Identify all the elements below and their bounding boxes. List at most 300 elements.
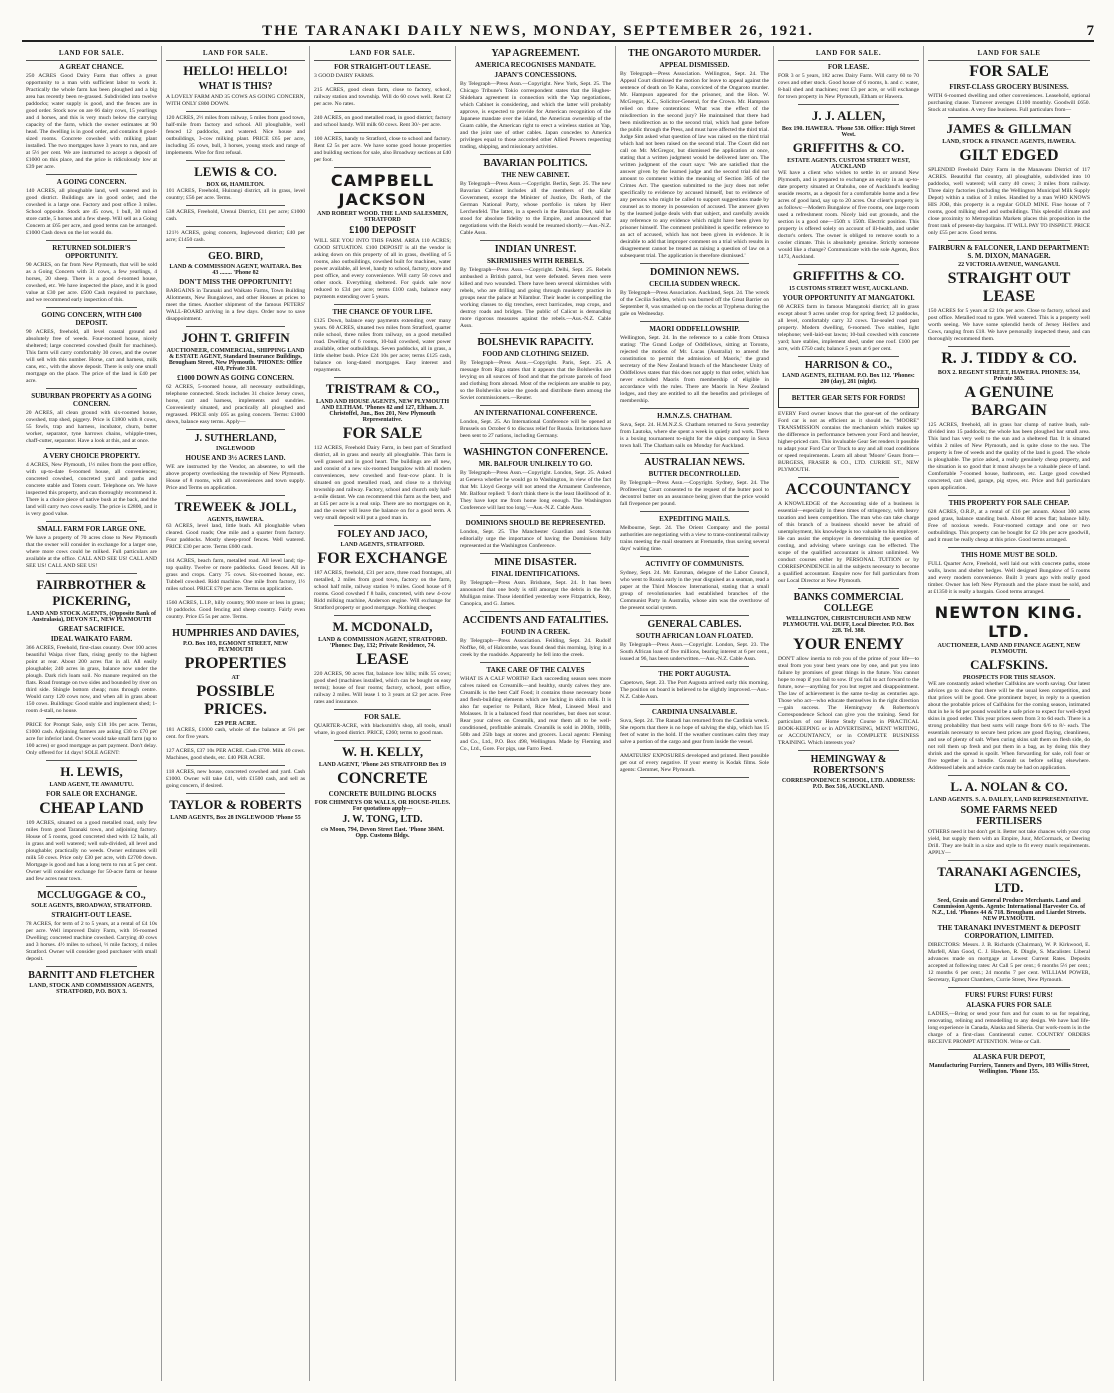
article-text: WE are constantly asked whether Calfskins are worth saving. Our latest advices go to show that there will be the usual keen competition, and that prices will be good. One prominent buyer, in reply to a question about the probable prices of Calfskins for the coming season, intimated that in he is 6d per pound would be a safe price to expect for well-dryed skins in good order. This year prices seem from 3 to 6d each. There is a strong probability that best sorts will range from 6/6 to 8/- each. The essentials necessary to secure best prices are good flaying, cleanliness, and use of plenty of salt. When curing skins salt them on flesh side, do not roll them up fresh and put them in a bag, as by doing this they shrink and the spread is spoilt. When forwarding for sale, roll four or five together in a bundle. Consult us before selling elsewhere. Addressed labels and advice cards may be had on application. [928, 681, 1090, 771]
advert-heading-block [928, 350, 1090, 382]
headline: MINE DISASTER. [494, 557, 577, 568]
divider [186, 793, 285, 794]
subheading: BOX 66, HAMILTON. [206, 182, 265, 188]
advert-heading-block [166, 655, 305, 681]
article-text: 127 ACRES, £37 10s PER ACRE. Cash £700. Milk 40 cows. Machines, good sheds, etc. £40 PER ACRE. [166, 748, 305, 761]
advert-heading-block [928, 121, 1090, 145]
subheading: £29 PER ACRE. [214, 721, 257, 727]
advert-heading-block [620, 280, 769, 288]
divider [186, 247, 285, 248]
headline: ALASKA FURS FOR SALE [966, 1001, 1052, 1009]
subheading: INGLEWOOD [215, 446, 255, 452]
article-text: 215 ACRES, good clean farm, close to factory, school, railway station and township. Will do 60 cows well. Rent £2 per acre. No rates. [314, 87, 451, 107]
advert-heading-block [928, 1053, 1090, 1075]
headline: TAKE CARE OF THE CALVES [486, 666, 585, 674]
subheading: FOR CHIMNEYS OR WALLS, OR HOUSE-PILES. For quotations apply— [314, 800, 451, 812]
headline: ACCIDENTS AND FATALITIES. [462, 615, 609, 626]
headline: FOUND IN A CREEK. [501, 628, 570, 636]
advert-heading-block [460, 171, 611, 179]
article-text: By Telegraph—Press Assn.—Copyright. Paris, Sept. 25. A message from Riga states that it appears that the Bolsheviks are levying on all sources of food and that the private parcels of food and clothing from abroad. Most of the recipients are unable to pay, so the Bolsheviks seize the goods and distribute them among the Soviet commissioners.—Reuter. [460, 360, 611, 401]
headline: BARNITT AND FLETCHER [28, 970, 155, 981]
headline: SMALL FARM FOR LARGE ONE. [37, 525, 146, 533]
advert-heading-block [314, 63, 451, 71]
advert-heading-block [166, 251, 305, 276]
advert-heading-block [166, 628, 305, 653]
headline: THE ONGAROTO MURDER. [628, 48, 761, 59]
headline: JOHN T. GRIFFIN [181, 330, 290, 345]
headline: W. H. KELLY, [341, 744, 424, 759]
article-text: 4 ACRES, New Plymouth, 1½ miles from the post office, with up-to-date 6-roomed house, all conveniences; concreted cowshed, concreted yard and paths and concrete stable and Totem court. Telephone on. We have inspected this property, and can thoroughly recommend it. There is a choice piece of native bush at the back, and the land will carry two cows easily. The price is £2800, and it is very good value. [26, 462, 157, 517]
headline: CAMPBELL JACKSON [330, 171, 435, 209]
advert-heading-block [620, 619, 769, 630]
article-text: Wellington, Sept. 24. In the reference to a cable from Ottawa stating: 'The Grand Lodge of Oddfellows, sitting at Toronto, rejected the motion of Mr. Lucas (Australia) to amend the constitution to permit the admission of Maoris,' the grand secretary of the New Zealand branch of the Manchester Unity of Oddfellows states that this does not apply to that order, which has never excluded Maoris from membership of eligible in accordance with the rules. There are Maoris in New Zealand lodges, and they are entitled to all the benefits and privileges of membership. [620, 335, 769, 404]
subheading: LAND AND STOCK AGENTS, (Opposite Bank of Australasia), DEVON ST., NEW PLYMOUTH [26, 611, 157, 623]
article-text: 140 ACRES, all ploughable land, well watered and in good district. Buildings are in good order, and the cowshed is a large one. Factory and post office 3 miles. School opposite. Stock are 45 cows, 1 bull, 30 mixed store cattle, 5 horses and a few sheep. Will sell as a Going Concern at £65 per acre, and good terms can be arranged. £1000 Cash down on the lot would do. [26, 188, 157, 236]
advert-heading-block [166, 81, 305, 92]
article-text: EVERY Ford owner knows that the gear-set of the ordinary Ford car is not as efficient as it should be. "MOORE" TRANSMISSION contains the mechanism which makes up the difference in performance between your Ford and heavier, higher-priced cars. This invaluable Gear Set renders it possible to adapt your Ford Car or Truck to any and all road conditions or speed requirements. Learn all about 'Moore' Gears from— BURGESS, FRASER & CO., LTD. CURRIE ST., NEW PLYMOUTH. [778, 411, 919, 473]
headline: SKIRMISHES WITH REBELS. [487, 257, 584, 265]
subheading: LAND AGENT, TE AWAMUTU. [49, 782, 134, 788]
divider [640, 511, 749, 512]
article-text: By Telegraph—Press Assn.—Copyright. Delhi, Sept. 25. Rebels ambushed a British patrol, but were defeated. Seven men were killed and two wounded. There have been several skirmishes with rebels, who are drilling and going through musketry practice in groups near the palace at Nilambur. Their leader is compelling the working classes to dig trenches, erect barricades, reap crops, and destroy roads and bridges. The public of Calicut is demanding more rigorous measures against the rebels.—Aus.-N.Z. Cable Assn. [460, 267, 611, 329]
advert-heading-block [26, 392, 157, 408]
headline: DOMINION NEWS. [650, 267, 739, 278]
headline: £1000 DOWN AS GOING CONCERN. [177, 374, 294, 382]
subheading: AUCTIONEER, COMMERCIAL, SHIPPING LAND & ESTATE AGENT, Standard Insurance Buildings, Brougham Street, New Plymouth. 'PHONES: Office 410, Private 318. [166, 348, 305, 372]
advert-heading-block [460, 519, 611, 527]
advert-heading-block [928, 1001, 1090, 1009]
divider [948, 240, 1070, 241]
advert-heading-block [314, 770, 451, 788]
advert-heading-block [460, 628, 611, 636]
article-text: WE have a client who wishes to settle in or around New Plymouth, and is prepared to exchange an equity in an up-to-date property situated at Otahuhu, one of Auckland's leading seaside resorts, as a deposit for a comfortable home and a few acres of good land, say up to 20 acres. Our client's property is as follows:—Modern Bungalow of five rooms, one large room used a refreshment room. Nicely laid out grounds, and the section is a good one—150ft x 150ft. Electric position. This property is offered solely on account of ill-health, and under doctor's orders. The owner is obliged to remove south to a cooler climate. This is absolutely genuine. Strictly someone would like a change? Communicate with the sole Agents, Box 1473, Auckland. [778, 170, 919, 260]
divider [948, 117, 1070, 118]
headline: LEASE [356, 651, 409, 668]
advert-heading-block [166, 433, 305, 452]
advert-heading-block [928, 805, 1090, 827]
advert-heading-block [460, 666, 611, 674]
article-text: We have a property of 70 acres close to New Plymouth that the owner will consider in exchange for a larger one, where more cows could be milked. Full particulars are available at the office. CALL AND SEE US! CALL AND SEE US! CALL AND SEE US! [26, 535, 157, 569]
headline: R. J. TIDDY & CO. [941, 350, 1077, 367]
headline: AUSTRALIAN NEWS. [644, 457, 745, 468]
advert-heading-block [460, 460, 611, 468]
advert-heading-block [778, 636, 919, 654]
article-text: FOR 3 or 5 years, 182 acres Dairy Farm. Will carry 60 to 70 cows and other stock. Good house of 6 rooms, h. and c. water, 8-bail shed and machines; rent £3 per acre, or will exchange for town property in New Plymouth, Eltham or Hawera. [778, 73, 919, 100]
headline: BOLSHEVIK RAPACITY. [477, 337, 594, 348]
headline: TRISTRAM & CO., [325, 381, 440, 396]
advert-heading-block [620, 470, 769, 478]
headline: L. A. NOLAN & CO. [950, 779, 1068, 794]
article-text: LADIES,—Bring or send your furs and fur coats to us for repairing, renovating, relining and remodelling to any design. We have had life-long experience in Canada, Alaska and Siberia. Our work-room is in the charge of a first-class Continental cutter. COUNTRY ORDERS RECEIVE PROMPT ATTENTION. Write or Call. [928, 1011, 1090, 1045]
advert-heading-block [928, 779, 1090, 803]
subheading: Seed, Grain and General Produce Merchants. Land and Commission Agents. Agents: International Harvester Co. of N.Z., Ltd. 'Phones 44 & 718. Brougham and Liardet Streets. NEW PLYMOUTH. [932, 898, 1086, 922]
headline: GRIFFITHS & CO. [792, 140, 905, 155]
advert-heading-block [460, 350, 611, 358]
advert-heading-block [620, 632, 769, 640]
headline: THIS PROPERTY FOR SALE CHEAP. [948, 499, 1070, 507]
headline: LEWIS & CO. [194, 164, 277, 179]
subheading: BOX 2. REGENT STREET, HAWERA. PHONES: 354, Private 383. [937, 370, 1081, 382]
headline: THE CHANCE OF YOUR LIFE. [332, 308, 433, 316]
headline: J. SUTHERLAND, [194, 433, 277, 444]
headline: MCCLUGGAGE & CO., [37, 890, 146, 901]
column-heading: LAND FOR SALE. [166, 46, 305, 61]
divider [798, 588, 899, 589]
column-1 [22, 46, 162, 1381]
headline: CALFSKINS. [970, 657, 1048, 672]
advert-heading-block [620, 61, 769, 69]
advert-heading-block [460, 257, 611, 265]
headline: J. W. TONG, LTD. [342, 814, 423, 825]
headline: CONCRETE BUILDING BLOCKS [328, 790, 437, 798]
divider [334, 377, 431, 378]
article-text: Sydney, Sept. 24. Mr. Earsman, delegate of the Labor Council, who went to Russia early in the year disguised as a seaman, read a paper at the Third Moscow International, stating that a small group of revolutionaries had established branches of the Communist Party in Australia, whose aim was the overthrow of the present social system. [620, 570, 769, 611]
article-text: 62 ACRES, 5-roomed house, all necessary outbuildings, telephone connected. Stock includes 31 choice Jersey cows, horse, cart and harness, implements and sundries. Conveniently situated, and practically all ploughed and regrassed. PRICE only £65 as going concern. Terms: £1000 down, balance easy terms. Apply— [166, 384, 305, 425]
headline: JAMES & GILLMAN [946, 121, 1072, 136]
divider [46, 521, 137, 522]
divider [186, 226, 285, 227]
headline: ACTIVITY OF COMMUNISTS. [645, 560, 744, 568]
divider [46, 760, 137, 761]
subheading: LAND, STOCK & FINANCE AGENTS, HAWERA. [942, 139, 1076, 145]
advert-heading-block [620, 670, 769, 678]
advert-heading-block [314, 814, 451, 839]
article-text: OTHERS need it but don't get it. Better not take chances with your crop yield, but supply them with an Empire, Juur, McCormack, or Deering Drill. They are built in a size and style to fit every man's requirements. APPLY— [928, 829, 1090, 856]
column-heading: LAND FOR SALE. [26, 46, 157, 61]
article-text: 538 ACRES, Freehold, Urenui District, £11 per acre; £1000 cash. [166, 209, 305, 222]
article-text: SPLENDID Freehold Dairy Farm in the Manawatu District of 117 ACRES. Beautiful flat country, all ploughable, subdivided into 10 paddocks, well watered; will carry 40 cows; 3 miles from railway. Three dairy factories (including the Wellington Municipal Milk Supply Depot) within a radius of 3 miles. Handled by a man WHO KNOWS HIS JOB, this property is a regular GOLD MINE. Fine house of 7 rooms, good milking shed and outbuildings. This splendid climate and close proximity to Metropolitan Markets places this proposition in the front rank of present-day bargains. IT WILL PAY TO INSPECT. PRICE only £55 per acre. Good terms. [928, 167, 1090, 236]
advert-heading-block [26, 577, 157, 623]
headline: FIRST-CLASS GROCERY BUSINESS. [949, 83, 1069, 91]
advert-heading-block [26, 244, 157, 260]
headline: HELLO! HELLO! [183, 63, 288, 78]
advert-heading-block [460, 61, 611, 69]
divider [334, 132, 431, 133]
headline: INDIAN UNREST. [494, 244, 577, 255]
subheading: LAND AND HOUSE AGENTS, NEW PLYMOUTH AND ELTHAM. 'Phones 82 and 127, Eltham. J. Christoffel, Jun., Box 201, New Plymouth Representative. [315, 399, 450, 423]
headline: RETURNED SOLDIER'S OPPORTUNITY. [52, 244, 131, 260]
advert-heading-block [928, 270, 1090, 306]
advert-heading-block [314, 651, 451, 669]
article-text: 240 ACRES, on good metalled road, in good district; factory and school handy. Will milk 60 cows. Rent 30/- per acre. [314, 115, 451, 128]
headline: PROPERTIES [184, 655, 287, 672]
divider [46, 718, 137, 719]
advert-heading-block [314, 171, 451, 223]
advert-heading-block [460, 48, 611, 59]
divider [334, 167, 431, 168]
article-text: WHAT IS A CALF WORTH? Each succeeding season sees more calves raised on Ccreamilk—and healthy, sturdy calves they are. Creamilk is the best Calf Food; it contains those necessary bone and flesh-building elements which are lacking in skim milk. It is also far superior to Pollard, Rice Meal, Linseed Meal and Molasses. It is a balanced food that nourishes, but does not scour. Rear your calves on Creamilk, and rear them all to be well-conditioned, profitable animals. Creamilk is sold in 200lb, 100lb, 50lb and 25lb bags at stores and grocers. Local agents: Fleming and Co., Ltd., P.O. Box 498, Wellington. Made by Fleming and Co., Ltd., Gore. For pigs, use Farro Feed. [460, 676, 611, 752]
advert-heading-block [928, 63, 1090, 81]
headline: GILT EDGED [959, 147, 1059, 164]
divider [480, 611, 591, 612]
headline: FURS! FURS! FURS! FURS! [965, 991, 1053, 999]
headline: H.M.N.Z.S. CHATHAM. [657, 412, 732, 420]
advert-heading-block [26, 452, 157, 460]
divider [46, 573, 137, 574]
advert-heading-block [166, 164, 305, 188]
divider [46, 307, 137, 308]
article-text: By Telegraph—Press Assn.—Copyright. Sydney, Sept. 24. The Profiteering Court consented to the request of the butter pool to decontrol butter on an assurance being given that the price would fall fivepence per pound. [620, 480, 769, 507]
headline: BETTER GEAR SETS FOR FORDS! [791, 394, 906, 402]
article-text: FULL Quarter Acre, Freehold, well laid out with concrete paths, stone walls, lawns and shelter hedges. Well designed Bungalow of 5 rooms and every modern convenience. Built 3 years ago with really good timber. Owner has left New Plymouth and the place must be sold, and at £1350 it is really a bargain. Good terms arranged. [928, 561, 1090, 595]
advert-heading-block [460, 71, 611, 79]
article-text: 118 ACRES, new house, concreted cowshed and yard. Cash £1000. Owner will take £41, with £1500 cash, and sell as going concern, if desired. [166, 769, 305, 789]
headline: YAP AGREEMENT. [491, 48, 580, 59]
headline: FAIRBURN & FALCONER, LAND DEPARTMENT: S. M. DIXON, MANAGER. [928, 244, 1090, 260]
headline: FOR LEASE. [827, 63, 870, 71]
newspaper-columns [22, 46, 1094, 1381]
advert-heading-block [928, 147, 1090, 165]
advert-heading-block [314, 425, 451, 443]
advert-heading-block [620, 48, 769, 59]
divider [480, 553, 591, 554]
headline: TARANAKI AGENCIES, LTD. [937, 864, 1081, 895]
divider [186, 326, 285, 327]
advert-heading-block [778, 388, 919, 408]
advert-heading-block [778, 481, 919, 499]
divider [640, 666, 749, 667]
article-text: By Telegraph—Press Association. Wellington, Sept. 24. The Appeal Court dismissed the motion for leave to appeal against the sentence of death on Te Kahu, convicted of the Ongaroto murder. Mr. Hampson appeared for the prisoner, and the Hon. W. McGregor, K.C., Solicitor-General, for the Crown. Mr. Hampson relied on three contentions: What was the effect of the misdirection in the second jury? He maintained that there had been misdirection as to the second trial, which had gone before the public through the Press, and must have affected the third trial. Judge Sim asked what question of law was raised on the third trial which had not been raised on the second trial. The Court did not call on Mr. McGregor, but dismissed the application at once, stating that a written judgment would be delivered later on. The written judgment of the court says: 'We are satisfied that the answer given by the learned judge and the second trial did not amount to comment within the meaning of Section 385 of the Crimes Act. The question submitted to the jury does not refer specifically to evidence by accused himself, but to evidence of any persons who might be called to support suggestions made by counsel as to money in possession of accused. The answer given by the learned judge deals with that subject, and carefully avoids any reference to any evidence which might have been given by prisoner himself. The comment prohibited is specific reference to an act of accused, which has not been given in evidence. It is desirable to add that improper comment on a trial which results in disagreement cannot be treated as raising a question of law on a subsequent trial. The application is therefore dismissed.' [620, 71, 769, 259]
article-text: By Telegraph—Press Assn.—Copyright. London, Sept. 25. Asked at Geneva whether he would go to Washington, in view of the fact that Mr. Lloyd George will not attend the Armament Conference, Mr. Balfour replied: 'I don't think there is the least likelihood of it. They have kept me from home long enough. The Washington Conference will last too long.'—Aus.-N.Z. Cable Assn. [460, 470, 611, 511]
divider [186, 429, 285, 430]
masthead [22, 18, 1094, 42]
divider [46, 966, 137, 967]
article-text: 366 ACRES, Freehold, first-class country. Over 100 acres beautiful Waipa river flats, rising gently to the highest point at rear. About 200 acres flat in all. All easily ploughable; 240 acres in grass, balance now under the plough. Dark rich loam soil. No manure required on the flats. Road frontage on two sides and bounded by river on third side. Shingle bottom cheap; runs through centre. Would carry 120 cows now, and when all in grass about 150 cows. Buildings: Good stable and implement shed; 1-room 4-stall, no house. [26, 645, 157, 714]
divider [948, 547, 1070, 548]
article-text: Melbourne, Sept. 24. The Orient Company and the postal authorities are negotiating with a view to trans-continental railway trains meeting the mail steamers at Fremantle, thus saving several days' waiting time. [620, 525, 769, 552]
headline: TREWEEK & JOLL, [174, 499, 297, 514]
headline: NEWTON KING. LTD. [934, 603, 1084, 641]
advert-heading-block [460, 337, 611, 348]
column-heading: LAND FOR SALE [928, 46, 1090, 61]
article-text: 120 ACRES, 2½ miles from railway, 5 miles from good town, half-mile from factory and school. All ploughable, well fenced 12 paddocks, and watered. Nice house and outbuildings, 3-cow milking plant. PRICE £65 per acre, including 35 cows, bull, 3 horses, young stock and range of implements. Wire for first refusal. [166, 115, 305, 156]
divider [948, 346, 1070, 347]
article-text: 90 ACRES, freehold, all level coastal ground and absolutely free of weeds. Four-roomed house, nicely sheltered; large concreted cowshed (built for machines). This farm will carry comfortably 30 cows, and the owner will sell with this number. Horse, cart and harness, milk cans, etc., with the above deposit. There is only one small mortgage on the place. The price of the land is £40 per acre. [26, 329, 157, 384]
headline: HUMPHRIES AND DAVIES, [172, 628, 299, 639]
divider [334, 111, 431, 112]
subheading: AGENTS, HAWERA. [207, 517, 264, 523]
advert-heading-block [314, 790, 451, 812]
article-text: AMATEURS' EXPOSURES developed and printed. Best possible get out of every negative. If your enemy is Kodak films. Sole agents: Clemmet, New Plymouth. [620, 753, 769, 773]
advert-heading-block [26, 911, 157, 919]
divider [948, 987, 1070, 988]
divider [334, 740, 431, 741]
advert-heading-block [928, 551, 1090, 559]
advert-heading-block [620, 515, 769, 523]
headline: SOME FARMS NEED FERTILISERS [960, 805, 1058, 827]
divider [480, 443, 591, 444]
subheading: CORRESPONDENCE SCHOOL, LTD. ADDRESS: P.O. Box 516, AUCKLAND. [781, 778, 916, 790]
subheading: WELLINGTON, CHRISTCHURCH AND NEW PLYMOUTH. VAL DUFF, Local Director. P.O. Box 228. Tel. 388. [782, 616, 915, 634]
advert-heading-block [314, 381, 451, 423]
headline: A VERY CHOICE PROPERTY. [43, 452, 140, 460]
headline: YOUR ENEMY [793, 636, 904, 653]
article-text: A LOVELY FARM AND 35 COWS AS GOING CONCERN, WITH ONLY £800 DOWN. [166, 94, 305, 107]
advert-heading-block [166, 374, 305, 382]
subheading: LAND & COMMISSION AGENT, STRATFORD. 'Phones: Day, 132; Private Residence, 74. [318, 637, 447, 649]
divider [46, 448, 137, 449]
headline: FOR SALE OR EXCHANGE. [45, 790, 137, 798]
divider [46, 388, 137, 389]
headline: CHEAP LAND [39, 800, 144, 817]
advert-heading-block [928, 864, 1090, 922]
article-text: PRICE for Prompt Sale, only £18 10s per acre. Terms, £1000 cash. Adjoining farmers are asking £30 to £70 per acre for inferior land. Owner would take small farm (up to 100 acres) or good mortgage as part payment. Don't delay. Only offered for 14 days! SOLE AGENT: [26, 722, 157, 756]
article-text: 250 ACRES Good Dairy Farm that offers a great opportunity to a man with sufficient labor to work it. Practically the whole farm has been ploughed and a big area has recently been re-grassed. Subdivided into twelve paddocks; water supply is good, and the fences are in good order. Stock now on are 66 dairy cows, 15 yearlings and 4 horses, and this is very much below the carrying capacity of the farm, which the owner estimates at 90 head. The dwelling is in good order, and contains 8 good-sized rooms. Concrete cowshed with milking plant installed. The two mortgages have 3 years to run, and are at 5½ per cent. We are instructed to accept a deposit of £1000 on this place, and the price is ridiculously low at £39 per acre. [26, 73, 157, 170]
divider [46, 174, 137, 175]
subheading: LAND, STOCK AND COMMISSION AGENTS, STRATFORD, P.O. BOX 3. [29, 983, 154, 995]
advert-heading-block [166, 454, 305, 462]
headline: FOR SALE. [364, 713, 401, 721]
article-text: 90 ACRES, on far from New Plymouth, that will be sold as a Going Concern with 31 cows, a few yearlings, 4 horses, 20 sheep. There is a good 4-roomed house, cowshed, etc. We have inspected the place, and it is good value at £30 per acre. £500 Cash required to purchase, and we recommend early inspection of this. [26, 262, 157, 303]
headline: GRIFFITHS & CO. [792, 268, 905, 283]
subheading: SOLE AGENTS, BROADWAY, STRATFORD. [31, 903, 152, 909]
column-3 [310, 46, 456, 1381]
divider [334, 615, 431, 616]
divider [186, 744, 285, 745]
headline: TAYLOR & ROBERTS [169, 797, 302, 812]
advert-heading-block [26, 311, 157, 327]
headline: FOR STRAIGHT-OUT LEASE. [334, 63, 431, 71]
advert-heading-block [620, 325, 769, 333]
divider [798, 750, 899, 751]
advert-heading-block [778, 140, 919, 170]
headline: AMERICA RECOGNISES MANDATE. [475, 61, 596, 69]
headline: M. MCDONALD, [332, 619, 433, 634]
article-text: 112 ACRES, Freehold Dairy Farm, in best part of Stratford district, all in grass and nearly all ploughable. This farm is well grassed and in good heart. The buildings are all new, and consist of a new six-roomed bungalow with all modern conveniences, new cowshed and four-cow plant. It is situated on good metalled road, and close to a thriving township and railway. Factory, school and church only half-a-mile distant. We can recommend this farm as the best, and at £45 per acre is a real snip. There are no mortgages on it, and the owner will leave the balance on for a good term. A very small deposit will put a good man in. [314, 445, 451, 521]
article-text: WITH 6-roomed dwelling and other conveniences. Leasehold, optional purchasing clause. Turnover averages £1100 monthly. Goodwill £650. Stock at valuation. A very fine business. Full particulars from— [928, 93, 1090, 113]
column-heading: LAND FOR SALE. [778, 46, 919, 61]
headline: DOMINIONS SHOULD BE REPRESENTED. [465, 519, 606, 527]
divider [186, 596, 285, 597]
advert-heading-block [928, 83, 1090, 91]
headline: £100 DEPOSIT [349, 225, 416, 236]
article-text: By Telegraph—Press Assn. Brisbane, Sept. 24. It has been announced that one body is still amongst the debris in the Mt. Mulligan mine. Those identified yesterday were Fitzpatrick, Reay, Canopica, and G. James. [460, 580, 611, 607]
article-text: WE are instructed by the Vendor, an absentee, to sell the above property overlooking the township of New Plymouth. House of 8 rooms, with all conveniences and town supply. Price and Terms on application. [166, 464, 305, 491]
advert-heading-block [26, 635, 157, 643]
article-text: 63 ACRES, level land, little bush. All ploughable when cleared. Good roads; One mile and a quarter from factory. Four paddocks. Mostly sheep-proof fences. Well watered. PRICE £30 per acre. Terms £600 cash. [166, 523, 305, 550]
headline: FOR SALE [342, 425, 423, 442]
article-text: DIRECTORS: Messrs. J. B. Richards (Chairman), W. P. Kirkwood, E. Marfell, Alan Good, C. J. Hawken, R. Dingle, S. Macalister. Liberal advances made on mortgage at Lowest Current Rates. Deposits accepted at following rates: At Call 5 per cent.; 6 months 5½ per cent.; 12 months 6 per cent.; 24 months 7 per cent. WILLIAM POWER, Secretary, Egmont Chambers, Currie Street, New Plymouth. [928, 942, 1090, 983]
advert-heading-block [778, 63, 919, 71]
divider [186, 554, 285, 555]
headline: CARDINIA UNSALVABLE. [651, 708, 738, 716]
headline: FOLEY AND JACO, [337, 529, 428, 540]
divider [334, 304, 431, 305]
advert-heading-block [460, 244, 611, 255]
subheading: ESTATE AGENTS. CUSTOM STREET WEST, AUCKLAND [787, 158, 910, 170]
advert-heading-block [166, 330, 305, 372]
article-text: 181 ACRES, £1000 cash, whole of the balance at 5½ per cent. for five years. [166, 727, 305, 740]
column-heading: LAND FOR SALE. [314, 46, 451, 61]
advert-heading-block [26, 178, 157, 186]
divider [46, 886, 137, 887]
divider [186, 765, 285, 766]
advert-heading-block [166, 499, 305, 523]
divider [334, 709, 431, 710]
headline: HARRISON & CO., [804, 360, 893, 371]
headline: GOING CONCERN, WITH £400 DEPOSIT. [41, 311, 142, 327]
headline: THE TARANAKI INVESTMENT & DEPOSIT CORPORATION, LIMITED. [937, 924, 1081, 940]
divider [798, 477, 899, 478]
headline: J. J. ALLEN, [811, 108, 886, 123]
advert-heading-block [460, 447, 611, 458]
advert-heading-block [26, 890, 157, 909]
headline: GREAT SACRIFICE. [58, 625, 125, 633]
advert-heading-block [314, 529, 451, 548]
article-text: 101 ACRES, Freehold, Huirangi district, all in grass, level country; £56 per acre. Terms. [166, 188, 305, 201]
article-text: 150 ACRES for 5 years at £2 10s per acre. Close to factory, school and post office. Metalled road to gate. Well watered. This is a property well worth seeing. We have some splendid herds of Jersey Heifers and Cows, ranging from £18. We have personally inspected these, and can thoroughly recommend them. [928, 308, 1090, 342]
advert-heading-block [620, 267, 769, 278]
page-number: 7 [1086, 23, 1094, 39]
article-text: 187 ACRES, freehold, £31 per acre, three road frontages, all metalled, 2 miles from good town, factory on the farm, school half mile, railway station ½ miles. Good house of 8 rooms. Good cowshed f 8 bails, concreted, with new 4-cow Ridd milking machine, Anderson engine. Will exchange for Stratford property or good mortgage. Nothing cheaper. [314, 570, 451, 611]
headline: CONCRETE [337, 770, 428, 787]
article-text: QUARTER-ACRE, with blacksmith's shop, all tools, small whare, in good district. PRICE, £260; terms to good man. [314, 723, 451, 736]
advert-heading-block [928, 499, 1090, 507]
advert-heading-block [778, 294, 919, 302]
column-4 [456, 46, 616, 1381]
advert-heading-block [460, 409, 611, 417]
headline: MR. BALFOUR UNLIKELY TO GO. [478, 460, 593, 468]
article-text: 121½ ACRES, going concern, Inglewood district; £40 per acre; £1450 cash. [166, 230, 305, 243]
article-text: 109 ACRES, situated on a good metalled road, only few miles from good Taranaki town, and adjoining factory. House of 5 rooms, good concreted shed with 12 bails, all in grass and well watered; well sub-divided, all level and ploughable; practically no weeds. Owner estimates will milk 50 cows. Price only £30 per acre, with £2700 down. Mortgage is good and has a long term to run at 5 per cent. Owner will consider exchange for 50-acre farm or house and few acres near town. [26, 820, 157, 882]
divider [948, 599, 1070, 600]
advert-heading-block [166, 278, 305, 286]
headline: FINAL IDENTIFICATIONS. [491, 570, 580, 578]
advert-heading-block [928, 657, 1090, 681]
advert-heading-block [460, 570, 611, 578]
advert-heading-block [314, 308, 451, 316]
headline: WASHINGTON CONFERENCE. [463, 447, 608, 458]
advert-heading-block [460, 615, 611, 626]
advert-heading-block [778, 108, 919, 138]
divider [334, 83, 431, 84]
article-text: 20 ACRES, all clean ground with six-roomed house, cowshed, trap shed, piggery. Price is £1800 with 8 cows, 55 fowls, trap and harness, incubator, churn, butter worker, separator, tyne harrows chains, whipple-trees, chaff-cutter, separator. Have a look at this, and at once. [26, 410, 157, 444]
article-text: 100 ACRES, handy to Stratford, close to school and factory. Rent £2 5s per acre. We have some good house properties and building sections for sale, also Broadway sections at £40 per foot. [314, 136, 451, 163]
headline: H. LEWIS, [60, 764, 123, 779]
subheading: LAND AGENTS, STRATFORD. [340, 542, 425, 548]
divider [480, 154, 591, 155]
advert-heading-block [26, 800, 157, 818]
divider [640, 777, 749, 778]
divider [480, 662, 591, 663]
headline: FAIRBROTHER & PICKERING, [36, 577, 147, 608]
article-text: 78 ACRES, for term of 2 to 5 years, at a rental of £4 10s per acre. Well improved Dairy Farm, with 16-roomed Dwelling; concreted machine cowshed. Carrying 40 cows and 3 horses. 4½ miles to school, ½ mile factory, 4 miles Stratford. Owner will consider good purchaser with small deposit. [26, 921, 157, 962]
divider [480, 333, 591, 334]
subheading: Box 190. HAWERA. 'Phone 538. Office: High Street West. [781, 126, 916, 138]
subheading: LAND & COMMISSION AGENT, WAITARA. Box 43 ........ 'Phone 82 [169, 264, 302, 276]
newspaper-title: THE TARANAKI DAILY NEWS, MONDAY, SEPTEMBER 26, 1921. [262, 23, 814, 39]
headline: FOR EXCHANGE [317, 550, 448, 567]
divider [798, 104, 899, 105]
advert-heading-block [928, 924, 1090, 940]
advert-heading-block [26, 764, 157, 788]
divider [640, 556, 749, 557]
article-text: By Telegraph—Press Assn.—Copyright. London, Sept. 23. The South African loan of five millions, bearing interest at 6 per cent., issued at 96, has been underwritten.—Aus.-N.Z. Cable Assn. [620, 642, 769, 662]
divider [480, 405, 591, 406]
headline: WHAT IS THIS? [198, 81, 273, 92]
column-5 [616, 46, 774, 1381]
divider [640, 263, 749, 264]
article-text: 60 ACRES farm in famous Mangatoki district; all in grass except about 9 acres under crop for spring feed; 12 paddocks, all level, comfortably carry 32 cows. Tar-sealed road past property. Modern dwelling, 6-roomed. Two stables, light telephone; well-laid-out lawns; 10-bail cowshed with concrete yard; hare stables, implement shed, under one roof. £100 per acre, with £750 cash; balance 5 years at 6 per cent. [778, 304, 919, 352]
divider [948, 495, 1070, 496]
divider [948, 1049, 1070, 1050]
headline: APPEAL DISMISSED. [659, 61, 730, 69]
headline: ALASKA FUR DEPOT, [972, 1053, 1046, 1061]
divider [640, 749, 749, 750]
advert-heading-block [778, 360, 919, 385]
divider [948, 775, 1070, 776]
article-text: 628 ACRES, O.R.P., at a rental of £16 per annum. About 300 acres good grass, balance standing bush. About 80 acres flat; balance hilly. Free of noxious weeds. Four-roomed cottage and one or two outbuildings. This property can be bought for £2 10s per acre goodwill, and it must be really cheap at this price. Good terms arranged. [928, 509, 1090, 543]
